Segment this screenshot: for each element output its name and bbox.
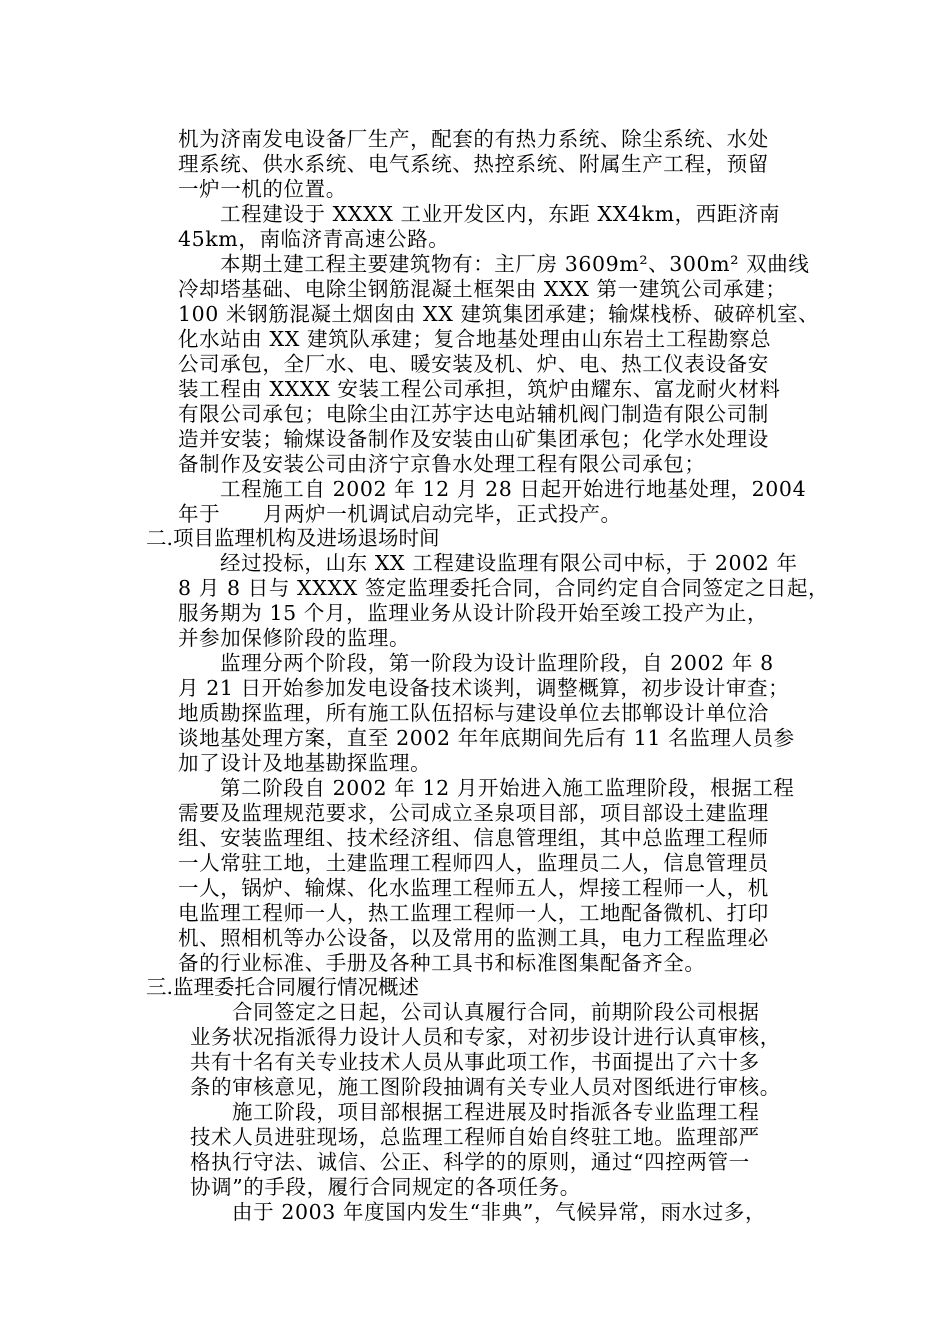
- text-line: 监理分两个阶段，第一阶段为设计监理阶段，自 2002 年 8: [220, 651, 774, 675]
- text-line: 化水站由 XX 建筑队承建；复合地基处理由山东岩土工程勘察总: [178, 327, 772, 351]
- text-line: 施工阶段，项目部根据工程进展及时指派各专业监理工程: [232, 1100, 760, 1124]
- text-line: 地质勘探监理，所有施工队伍招标与建设单位去邯郸设计单位洽: [178, 701, 769, 725]
- text-line: 技术人员进驻现场，总监理工程师自始自终驻工地。监理部严: [190, 1125, 760, 1149]
- text-line: 备制作及安装公司由济宁京鲁水处理工程有限公司承包；: [178, 452, 706, 476]
- text-line: 谈地基处理方案，直至 2002 年年底期间先后有 11 名监理人员参: [178, 726, 795, 750]
- text-line: 月 21 日开始参加发电设备技术谈判，调整概算，初步设计审查；: [178, 676, 790, 700]
- text-line: 装工程由 XXXX 安装工程公司承担，筑炉由耀东、富龙耐火材料: [178, 377, 781, 401]
- text-line: 协调”的手段，履行合同规定的各项任务。: [190, 1175, 581, 1199]
- text-line: 由于 2003 年度国内发生“非典”，气候异常，雨水过多，: [232, 1200, 767, 1224]
- text-line: 造并安装；输煤设备制作及安装由山矿集团承包；化学水处理设: [178, 427, 769, 451]
- text-line: 条的审核意见，施工图阶段抽调有关专业人员对图纸进行审核。: [190, 1075, 781, 1099]
- text-line: 加了设计及地基勘探监理。: [178, 751, 432, 775]
- text-line: 第二阶段自 2002 年 12 月开始进入施工监理阶段，根据工程: [220, 776, 795, 800]
- text-line: 机、照相机等办公设备，以及常用的监测工具，电力工程监理必: [178, 926, 769, 950]
- text-line: 年于 月两炉一机调试启动完毕，正式投产。: [178, 502, 622, 526]
- text-line: 一人常驻工地，土建监理工程师四人，监理员二人，信息管理员: [178, 851, 769, 875]
- text-line: 一炉一机的位置。: [178, 177, 347, 201]
- text-line: 公司承包，全厂水、电、暖安装及机、炉、电、热工仪表设备安: [178, 352, 769, 376]
- text-line: 有限公司承包；电除尘由江苏宇达电站辅机阀门制造有限公司制: [178, 402, 769, 426]
- text-line: 组、安装监理组、技术经济组、信息管理组，其中总监理工程师: [178, 826, 769, 850]
- text-line: 共有十名有关专业技术人员从事此项工作，书面提出了六十多: [190, 1050, 760, 1074]
- text-line: 本期土建工程主要建筑物有：主厂房 3609m²、300m² 双曲线: [220, 252, 810, 276]
- text-line: 业务状况指派得力设计人员和专家，对初步设计进行认真审核，: [190, 1025, 781, 1049]
- text-line: 备的行业标准、手册及各种工具书和标准图集配备齐全。: [178, 951, 706, 975]
- text-line: 工程施工自 2002 年 12 月 28 日起开始进行地基处理，2004: [220, 477, 807, 501]
- text-line: 合同签定之日起，公司认真履行合同，前期阶段公司根据: [232, 1000, 760, 1024]
- section-heading-2: 二.项目监理机构及进场退场时间: [146, 526, 440, 550]
- text-line: 工程建设于 XXXX 工业开发区内，东距 XX4km，西距济南: [220, 202, 781, 226]
- text-line: 45km，南临济青高速公路。: [178, 227, 450, 251]
- text-line: 电监理工程师一人，热工监理工程师一人，工地配备微机、打印: [178, 901, 769, 925]
- text-line: 冷却塔基础、电除尘钢筋混凝土框架由 XXX 第一建筑公司承建；: [178, 277, 787, 301]
- text-line: 服务期为 15 个月，监理业务从设计阶段开始至竣工投产为止，: [178, 601, 769, 625]
- text-line: 理系统、供水系统、电气系统、热控系统、附属生产工程，预留: [178, 152, 769, 176]
- text-line: 8 月 8 日与 XXXX 签定监理委托合同，合同约定自合同签定之日起，: [178, 576, 830, 600]
- text-line: 经过投标，山东 XX 工程建设监理有限公司中标，于 2002 年: [220, 551, 798, 575]
- text-line: 并参加保修阶段的监理。: [178, 626, 411, 650]
- text-line: 一人，锅炉、输煤、化水监理工程师五人，焊接工程师一人，机: [178, 876, 769, 900]
- text-line: 需要及监理规范要求，公司成立圣泉项目部，项目部设土建监理: [178, 801, 769, 825]
- text-line: 机为济南发电设备厂生产，配套的有热力系统、除尘系统、水处: [178, 127, 769, 151]
- section-heading-3: 三.监理委托合同履行情况概述: [146, 975, 420, 999]
- text-line: 100 米钢筋混凝土烟囱由 XX 建筑集团承建；输煤栈桥、破碎机室、: [178, 302, 820, 326]
- text-line: 格执行守法、诚信、公正、科学的的原则，通过“四控两管一: [190, 1150, 750, 1174]
